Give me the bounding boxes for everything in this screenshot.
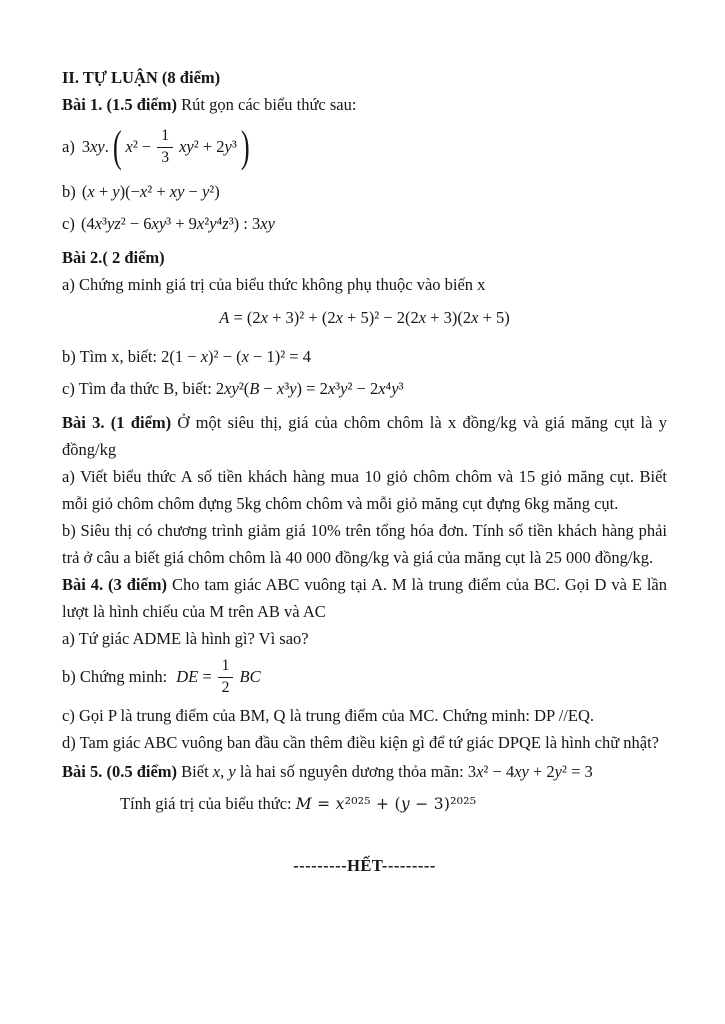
part-b-expression: (x + y)(−x² + xy − y²) — [81, 182, 220, 201]
problem3-intro: Ở một siêu thị, giá của chôm chôm là x đồng/kg và giá măng cụt là y đồng/kg — [62, 413, 667, 459]
problem5-expression: M = x²⁰²⁵ + (y − 3)²⁰²⁵ — [295, 795, 477, 813]
problem4-part-c: c) Gọi P là trung điểm của BM, Q là trung điểm của MC. Chứng minh: DP //EQ. — [62, 706, 594, 725]
left-paren: ( — [112, 122, 122, 172]
problem5-text2: là hai số nguyên dương thỏa mãn: — [235, 762, 468, 781]
problem2-part-a: a) Chứng minh giá trị của biểu thức không phụ thuộc vào biến x — [62, 275, 486, 294]
section-title: II. TỰ LUẬN (8 điểm) — [62, 68, 221, 87]
problem1-intro: Rút gọn các biểu thức sau: — [177, 95, 357, 114]
problem4-part-b — [62, 655, 667, 699]
problem1-part-a — [62, 121, 667, 173]
part-a-coefficient: 3xy. — [81, 136, 109, 156]
part-b-right-side: BC — [239, 666, 261, 686]
problem2-formula: A = (2x + 3)² + (2x + 5)² − 2(2x + 3)(2x + 5) — [219, 308, 510, 327]
problem4-title: Bài 4. (3 điểm) — [62, 575, 168, 594]
problem2-part-c — [62, 373, 667, 405]
problem4-heading — [62, 571, 667, 625]
part-c-label: c) — [62, 214, 75, 233]
part-b-left-side: DE = — [176, 666, 212, 686]
problem1-heading — [62, 91, 667, 118]
problem5-condition: 3x² − 4xy + 2y² = 3 — [467, 762, 593, 781]
part-c-equation: 2xy²(B − x³y) = 2x³y² − 2x⁴y³ — [215, 379, 404, 398]
problem5-text1: Biết — [177, 762, 213, 781]
problem5-prompt: Tính giá trị của biểu thức: — [120, 794, 296, 813]
problem3-heading — [62, 409, 667, 463]
problem4-part-d: d) Tam giác ABC vuông ban đầu cần thêm điều kiện gì để tứ giác DPQE là hình chữ nhật? — [62, 733, 659, 752]
fraction-numerator: 1 — [218, 657, 234, 677]
part-a-label: a) — [62, 136, 75, 156]
end-marker: ---------HẾT--------- — [293, 856, 436, 875]
part-a-terms-left: x² − — [125, 136, 152, 156]
problem5-title: Bài 5. (0.5 điểm) — [62, 762, 178, 781]
part-b-label: b) — [62, 182, 76, 201]
problem1-part-c — [62, 208, 667, 240]
fraction-one-third — [157, 127, 173, 166]
right-paren: ) — [240, 122, 250, 172]
problem4-intro: Cho tam giác ABC vuông tại A. M là trung điểm của BC. Gọi D và E lần lượt là hình chiếu của M trên AB và AC — [62, 575, 667, 621]
part-b-prompt: b) Chứng minh: — [62, 666, 168, 686]
problem3-part-b: b) Siêu thị có chương trình giảm giá 10% trên tổng hóa đơn. Tính số tiền khách hàng phải trả ở câu a biết giá chôm chôm là 40 000 đồng/kg và giá của măng cụt là 25 000 đồng/kg. — [62, 521, 667, 567]
part-c-prompt: c) Tìm đa thức B, biết: — [62, 379, 212, 398]
problem1-title: Bài 1. (1.5 điểm) — [62, 95, 178, 114]
fraction-one-half — [218, 657, 234, 696]
fraction-denominator: 3 — [161, 148, 170, 166]
problem1-part-b — [62, 176, 667, 208]
part-b-prompt: b) Tìm x, biết: — [62, 347, 158, 366]
problem4-part-a: a) Tứ giác ADME là hình gì? Vì sao? — [62, 629, 309, 648]
fraction-numerator: 1 — [157, 127, 173, 147]
problem2-part-b — [62, 341, 667, 373]
fraction-denominator: 2 — [221, 678, 230, 696]
problem3-title: Bài 3. (1 điểm) — [62, 413, 172, 432]
problem3-part-a: a) Viết biểu thức A số tiền khách hàng mua 10 giỏ chôm chôm và 15 giỏ măng cụt. Biết mỗi giỏ chôm chôm đựng 5kg chôm chôm và mỗi giỏ măng cụt đựng 6kg măng cụt. — [62, 467, 667, 513]
problem5-variables: x, y — [212, 762, 236, 781]
part-a-terms-right: xy² + 2y³ — [179, 136, 237, 156]
problem5-heading — [62, 756, 667, 788]
problem5-line2 — [62, 788, 667, 820]
problem2-heading: Bài 2.( 2 điểm) — [62, 248, 165, 267]
part-c-expression: (4x³yz² − 6xy³ + 9x²y⁴z³) : 3xy — [80, 214, 275, 233]
part-b-equation: 2(1 − x)² − (x − 1)² = 4 — [161, 347, 311, 366]
